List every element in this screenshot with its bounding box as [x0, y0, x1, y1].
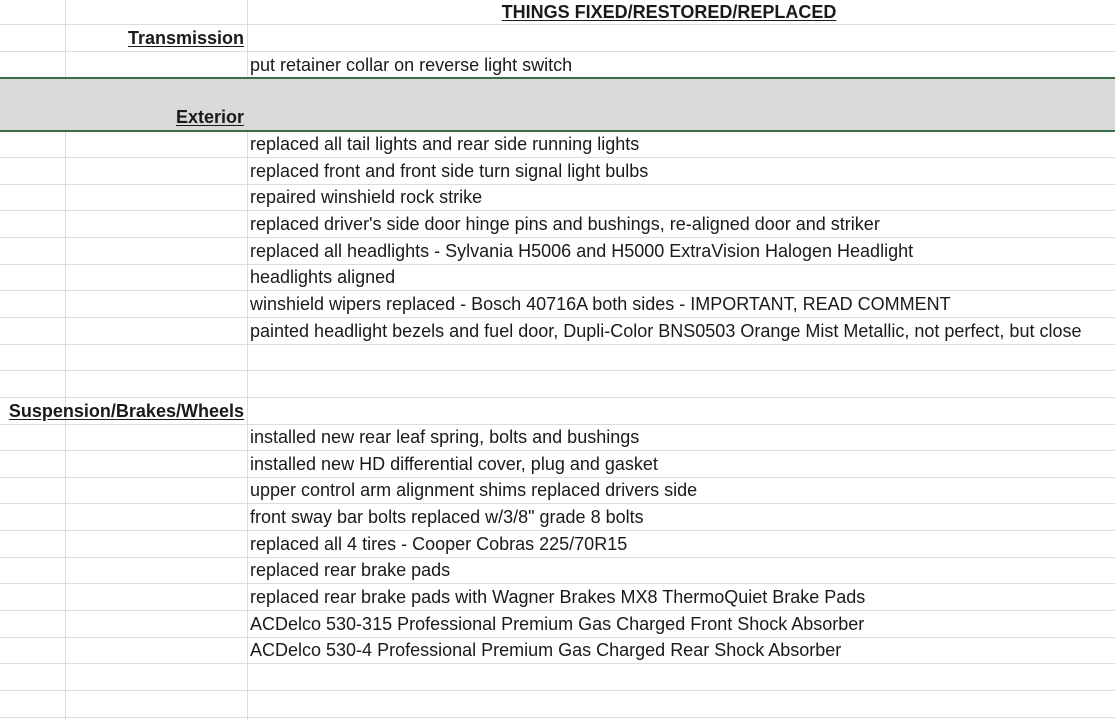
sheet-row[interactable] [0, 611, 1115, 638]
list-item[interactable]: ACDelco 530-4 Professional Premium Gas Charged Rear Shock Absorber [250, 640, 842, 660]
list-item[interactable]: upper control arm alignment shims replaced drivers side [250, 480, 698, 500]
list-item[interactable]: ACDelco 530-315 Professional Premium Gas Charged Front Shock Absorber [250, 613, 865, 634]
list-item[interactable]: front sway bar bolts replaced w/3/8" grade 8 bolts [250, 506, 644, 527]
sheet-row[interactable] [0, 265, 1115, 291]
list-item[interactable]: replaced all headlights - Sylvania H5006 and H5000 ExtraVision Halogen Headlight [250, 240, 914, 261]
sheet-row[interactable] [0, 291, 1115, 318]
sheet-row[interactable] [0, 504, 1115, 531]
sheet-row[interactable] [0, 132, 1115, 158]
sheet-row[interactable] [0, 185, 1115, 211]
sheet-row[interactable] [0, 425, 1115, 451]
sheet-row[interactable] [0, 584, 1115, 611]
sheet-row[interactable] [0, 478, 1115, 504]
section-heading-transmission[interactable]: Transmission [127, 27, 244, 48]
sheet-row[interactable] [0, 398, 1115, 425]
sheet-row-empty[interactable] [0, 371, 1115, 398]
sheet-row[interactable] [0, 531, 1115, 558]
list-item[interactable]: painted headlight bezels and fuel door, Dupli-Color BNS0503 Orange Mist Metallic, not perfect, but close [250, 320, 1082, 341]
list-item[interactable]: replaced all 4 tires - Cooper Cobras 225/70R15 [250, 533, 628, 554]
sheet-row[interactable] [0, 558, 1115, 584]
list-item[interactable]: installed new HD differential cover, plug and gasket [250, 453, 658, 474]
sheet-row[interactable] [0, 238, 1115, 265]
sheet-row[interactable] [0, 318, 1115, 345]
list-item[interactable]: winshield wipers replaced - Bosch 40716A both sides - IMPORTANT, READ COMMENT [250, 293, 951, 314]
list-item[interactable]: repaired winshield rock strike [250, 187, 483, 207]
sheet-row[interactable] [0, 25, 1115, 52]
section-heading-suspension[interactable]: Suspension/Brakes/Wheels [8, 400, 244, 421]
sheet-row[interactable] [0, 638, 1115, 664]
sheet-row-empty[interactable] [0, 345, 1115, 371]
section-heading-exterior[interactable]: Exterior [66, 105, 247, 130]
sheet-row[interactable] [0, 451, 1115, 478]
sheet-row-shaded[interactable] [0, 105, 1115, 132]
sheet-row-shaded[interactable] [0, 77, 1115, 105]
sheet-title[interactable]: THINGS FIXED/RESTORED/REPLACED [501, 1, 837, 22]
sheet-row-empty[interactable] [0, 664, 1115, 691]
sheet-row[interactable] [0, 52, 1115, 78]
sheet-row[interactable] [0, 211, 1115, 238]
sheet-row[interactable] [0, 0, 1115, 25]
list-item[interactable]: installed new rear leaf spring, bolts and bushings [250, 427, 640, 447]
list-item[interactable]: put retainer collar on reverse light switch [250, 54, 573, 75]
list-item[interactable]: replaced all tail lights and rear side running lights [250, 134, 640, 154]
list-item[interactable]: replaced front and front side turn signal light bulbs [250, 160, 649, 181]
list-item[interactable]: headlights aligned [250, 267, 396, 287]
list-item[interactable]: replaced rear brake pads [250, 560, 451, 580]
list-item[interactable]: replaced driver's side door hinge pins and bushings, re-aligned door and striker [250, 213, 880, 234]
list-item[interactable]: replaced rear brake pads with Wagner Brakes MX8 ThermoQuiet Brake Pads [250, 586, 866, 607]
sheet-row[interactable] [0, 158, 1115, 185]
sheet-row-empty[interactable] [0, 691, 1115, 718]
